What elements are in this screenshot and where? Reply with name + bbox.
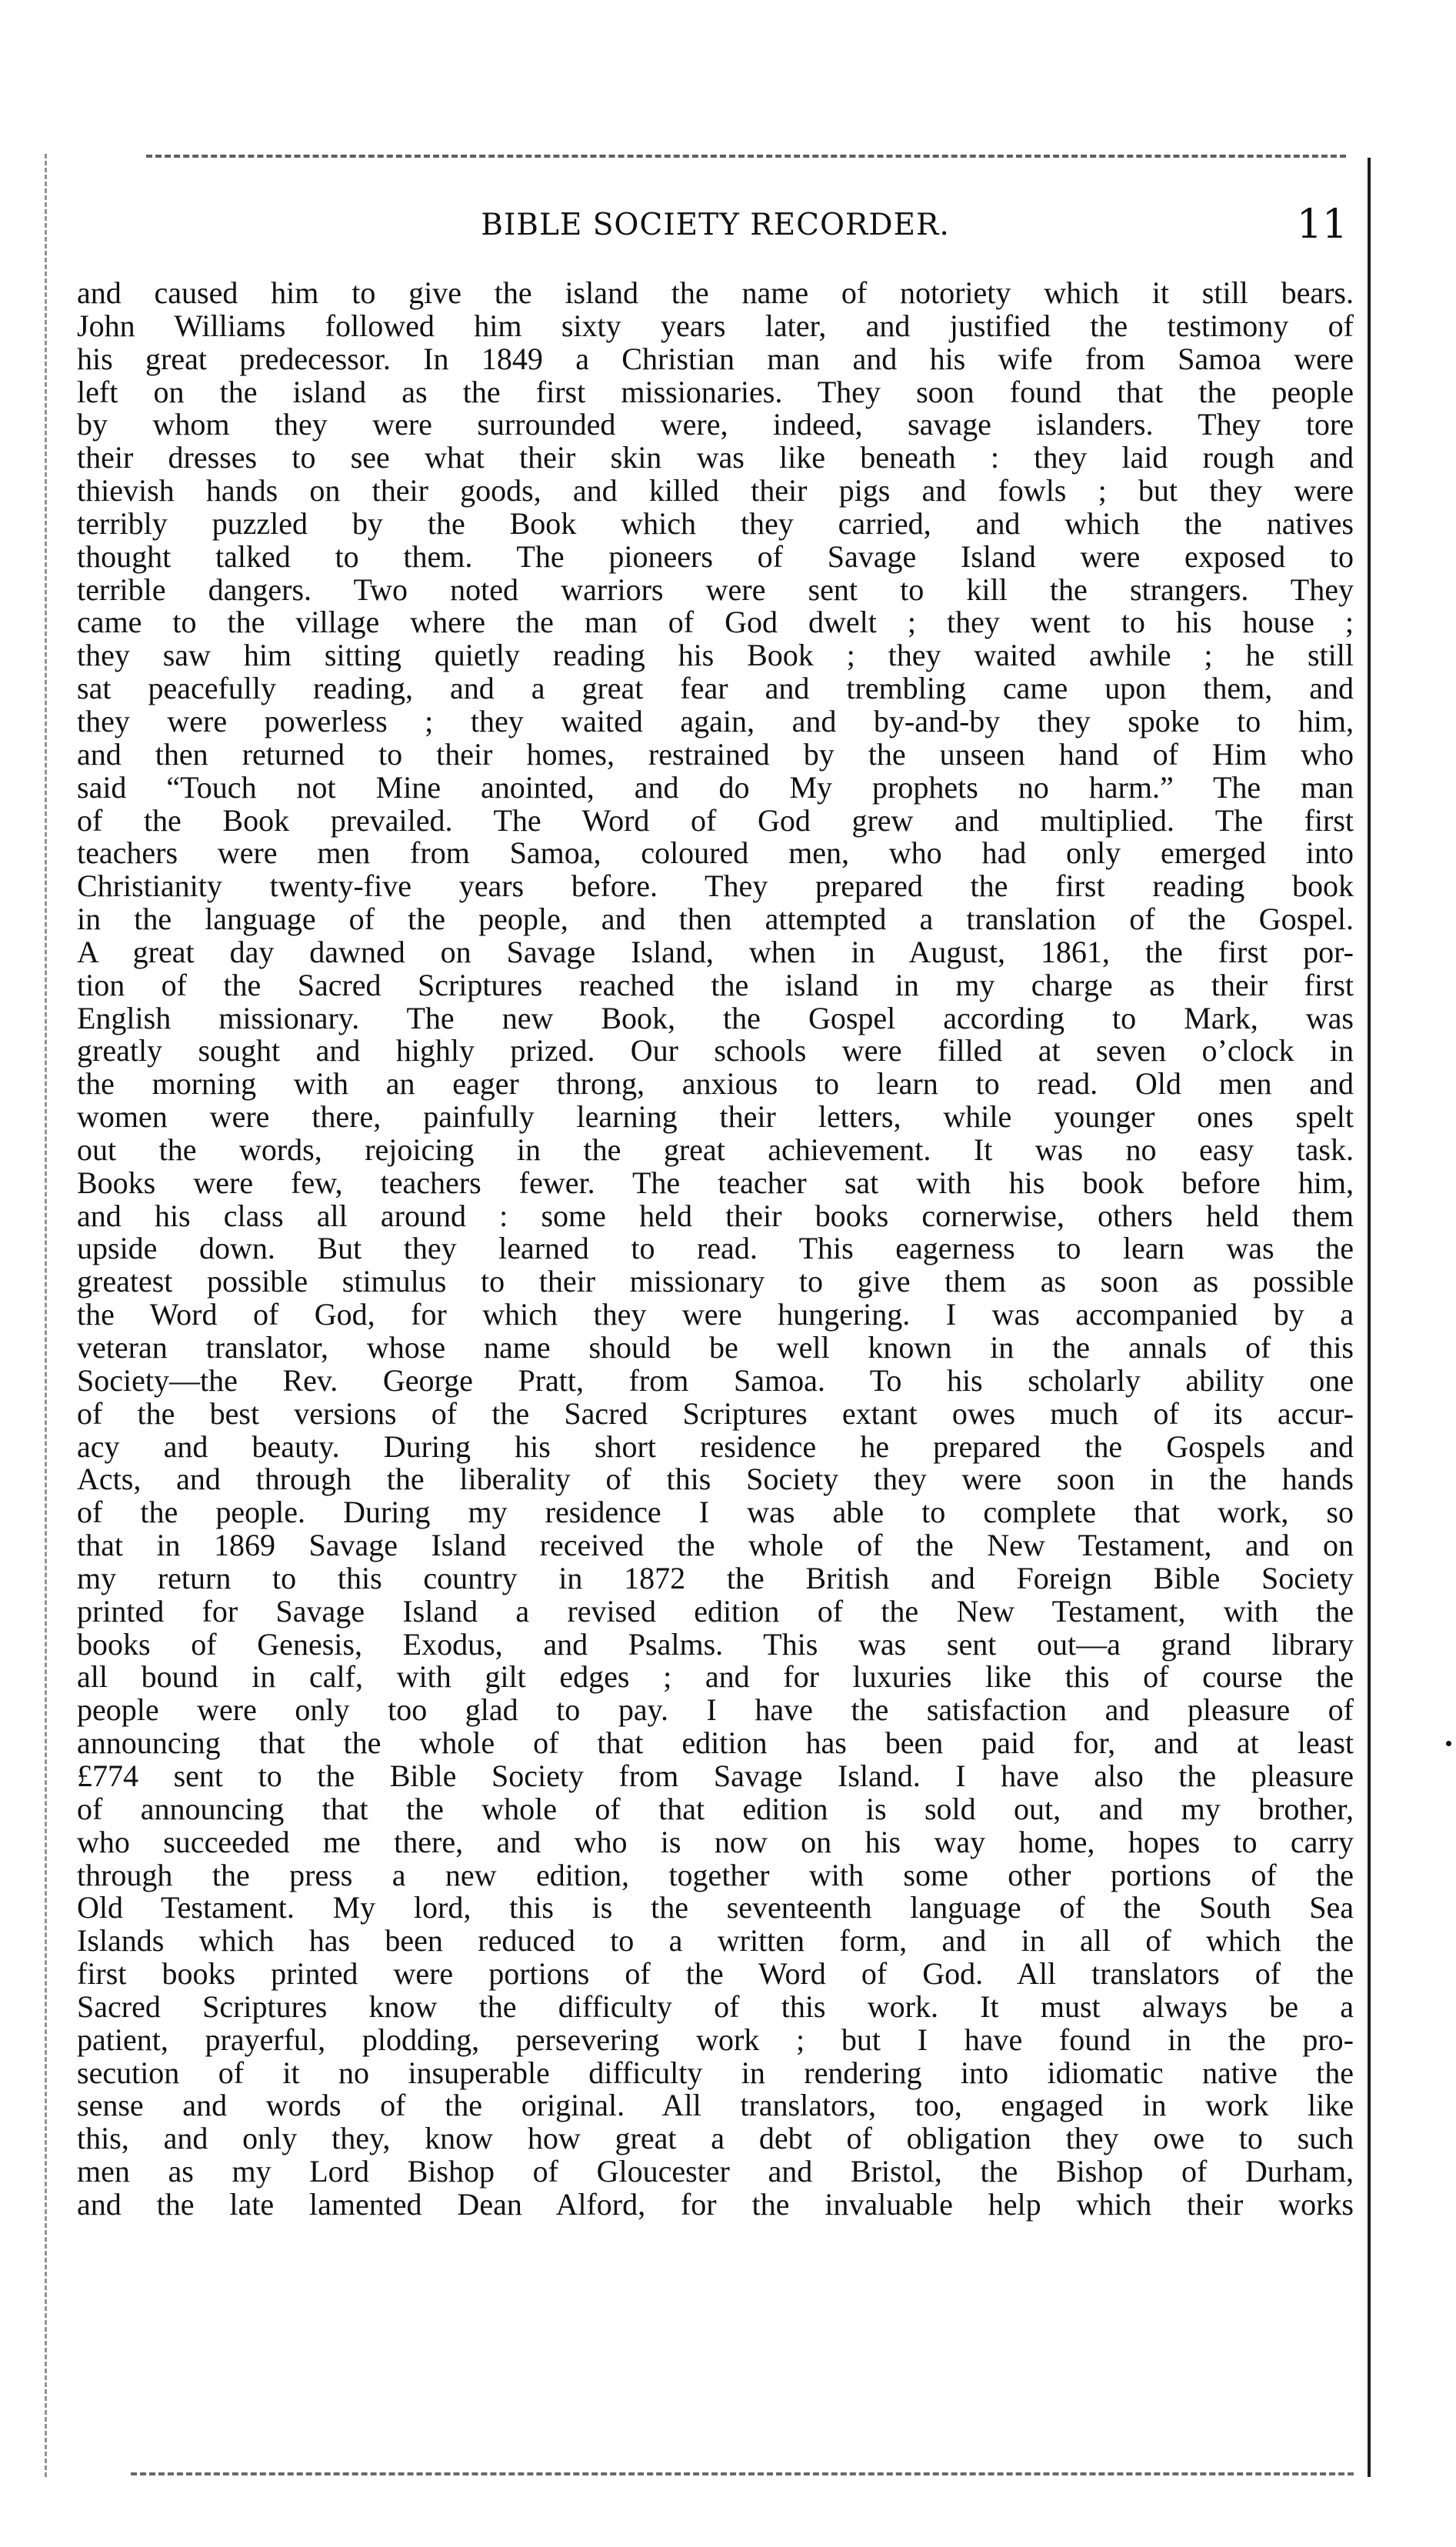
text-line: who succeeded me there, and who is now on his way home, hopes to carry bbox=[77, 1824, 1354, 1859]
text-line: greatest possible stimulus to their missionary to give them as soon as possible bbox=[77, 1264, 1354, 1299]
text-line: that in 1869 Savage Island received the whole of the New Testament, and on bbox=[77, 1528, 1354, 1563]
text-line: announcing that the whole of that edition has been paid for, and at least bbox=[77, 1725, 1354, 1761]
text-line: Islands which has been reduced to a written form, and in all of which the bbox=[77, 1923, 1354, 1959]
text-line: Christianity twenty-five years before. They prepared the first reading book bbox=[77, 868, 1354, 904]
page-header bbox=[77, 202, 1354, 255]
text-line: £774 sent to the Bible Society from Savage Island. I have also the pleasure bbox=[77, 1758, 1354, 1793]
text-line: acy and beauty. During his short residence he prepared the Gospels and bbox=[77, 1429, 1354, 1464]
text-line: sense and words of the original. All translators, too, engaged in work like bbox=[77, 2088, 1354, 2123]
text-line: my return to this country in 1872 the British and Foreign Bible Society bbox=[77, 1560, 1354, 1595]
text-line: of the best versions of the Sacred Scriptures extant owes much of its accur- bbox=[77, 1395, 1354, 1431]
text-line: said “Touch not Mine anointed, and do My prophets no harm.” The man bbox=[77, 769, 1354, 805]
text-line: of announcing that the whole of that edition is sold out, and my brother, bbox=[77, 1791, 1354, 1826]
text-line: and caused him to give the island the name of notoriety which it still bears. bbox=[77, 275, 1354, 310]
bottom-border-rule bbox=[131, 2472, 1354, 2475]
text-line: this, and only they, know how great a debt of obligation they owe to such bbox=[77, 2121, 1354, 2156]
text-line: secution of it no insuperable difficulty in rendering into idiomatic native the bbox=[77, 2055, 1354, 2090]
left-border-rule bbox=[45, 154, 47, 2477]
text-line: women were there, painfully learning their letters, while younger ones spelt bbox=[77, 1099, 1354, 1135]
text-line: and then returned to their homes, restrained by the unseen hand of Him who bbox=[77, 736, 1354, 772]
text-line: books of Genesis, Exodus, and Psalms. This was sent out—a grand library bbox=[77, 1626, 1354, 1662]
text-line: of the Book prevailed. The Word of God grew and multiplied. The first bbox=[77, 802, 1354, 838]
body-text bbox=[77, 277, 1354, 2222]
text-line: printed for Savage Island a revised edition of the New Testament, with the bbox=[77, 1593, 1354, 1629]
text-line: patient, prayerful, plodding, persevering work ; but I have found in the pro- bbox=[77, 2022, 1354, 2057]
text-line: came to the village where the man of God dwelt ; they went to his house ; bbox=[77, 605, 1354, 640]
text-line: teachers were men from Samoa, coloured men, who had only emerged into bbox=[77, 835, 1354, 871]
text-line: they saw him sitting quietly reading his Book ; they waited awhile ; he still bbox=[77, 638, 1354, 673]
text-line: and the late lamented Dean Alford, for the invaluable help which their works bbox=[77, 2186, 1354, 2222]
running-head: BIBLE SOCIETY RECORDER. bbox=[481, 208, 950, 242]
text-line: English missionary. The new Book, the Gospel according to Mark, was bbox=[77, 1000, 1354, 1035]
top-border-rule bbox=[146, 155, 1346, 158]
text-line: Acts, and through the liberality of this Society they were soon in the hands bbox=[77, 1462, 1354, 1497]
text-line: men as my Lord Bishop of Gloucester and Bristol, the Bishop of Durham, bbox=[77, 2154, 1354, 2189]
text-line: all bound in calf, with gilt edges ; and for luxuries like this of course the bbox=[77, 1659, 1354, 1695]
text-line: of the people. During my residence I was able to complete that work, so bbox=[77, 1495, 1354, 1530]
text-line: by whom they were surrounded were, indeed, savage islanders. They tore bbox=[77, 407, 1354, 442]
text-line: terrible dangers. Two noted warriors were sent to kill the strangers. They bbox=[77, 572, 1354, 607]
text-line: through the press a new edition, together with some other portions of the bbox=[77, 1857, 1354, 1892]
right-border-rule bbox=[1368, 158, 1371, 2477]
text-line: their dresses to see what their skin was like beneath : they laid rough and bbox=[77, 440, 1354, 475]
text-line: they were powerless ; they waited again, and by-and-by they spoke to him, bbox=[77, 703, 1354, 738]
text-line: in the language of the people, and then attempted a translation of the Gospel. bbox=[77, 902, 1354, 937]
text-line: thievish hands on their goods, and killed their pigs and fowls ; but they were bbox=[77, 473, 1354, 508]
text-line: terribly puzzled by the Book which they carried, and which the natives bbox=[77, 505, 1354, 541]
text-line: Old Testament. My lord, this is the seventeenth language of the South Sea bbox=[77, 1890, 1354, 1925]
text-line: the Word of God, for which they were hungering. I was accompanied by a bbox=[77, 1297, 1354, 1332]
text-line: and his class all around : some held their books cornerwise, others held them bbox=[77, 1198, 1354, 1233]
text-line: Sacred Scriptures know the difficulty of this work. It must always be a bbox=[77, 1989, 1354, 2024]
margin-speck bbox=[1446, 1741, 1451, 1746]
text-line: tion of the Sacred Scriptures reached the island in my charge as their first bbox=[77, 967, 1354, 1002]
text-line: Society—the Rev. George Pratt, from Samoa. To his scholarly ability one bbox=[77, 1362, 1354, 1398]
text-line: left on the island as the first missionaries. They soon found that the people bbox=[77, 374, 1354, 409]
text-line: out the words, rejoicing in the great achievement. It was no easy task. bbox=[77, 1132, 1354, 1167]
text-line: first books printed were portions of the Word of God. All translators of the bbox=[77, 1956, 1354, 1992]
text-line: people were only too glad to pay. I have the satisfaction and pleasure of bbox=[77, 1692, 1354, 1728]
text-line: thought talked to them. The pioneers of Savage Island were exposed to bbox=[77, 538, 1354, 574]
text-line: John Williams followed him sixty years later, and justified the testimony of bbox=[77, 308, 1354, 343]
text-line: greatly sought and highly prized. Our schools were filled at seven o’clock in bbox=[77, 1033, 1354, 1068]
text-line: his great predecessor. In 1849 a Christian man and his wife from Samoa were bbox=[77, 341, 1354, 376]
text-line: A great day dawned on Savage Island, when in August, 1861, the first por- bbox=[77, 934, 1354, 969]
text-line: the morning with an eager throng, anxious to learn to read. Old men and bbox=[77, 1066, 1354, 1102]
text-line: veteran translator, whose name should be well known in the annals of this bbox=[77, 1330, 1354, 1365]
text-line: Books were few, teachers fewer. The teacher sat with his book before him, bbox=[77, 1165, 1354, 1200]
page-number: 11 bbox=[1296, 202, 1348, 248]
text-line: upside down. But they learned to read. This eagerness to learn was the bbox=[77, 1231, 1354, 1266]
text-line: sat peacefully reading, and a great fear and trembling came upon them, and bbox=[77, 671, 1354, 706]
